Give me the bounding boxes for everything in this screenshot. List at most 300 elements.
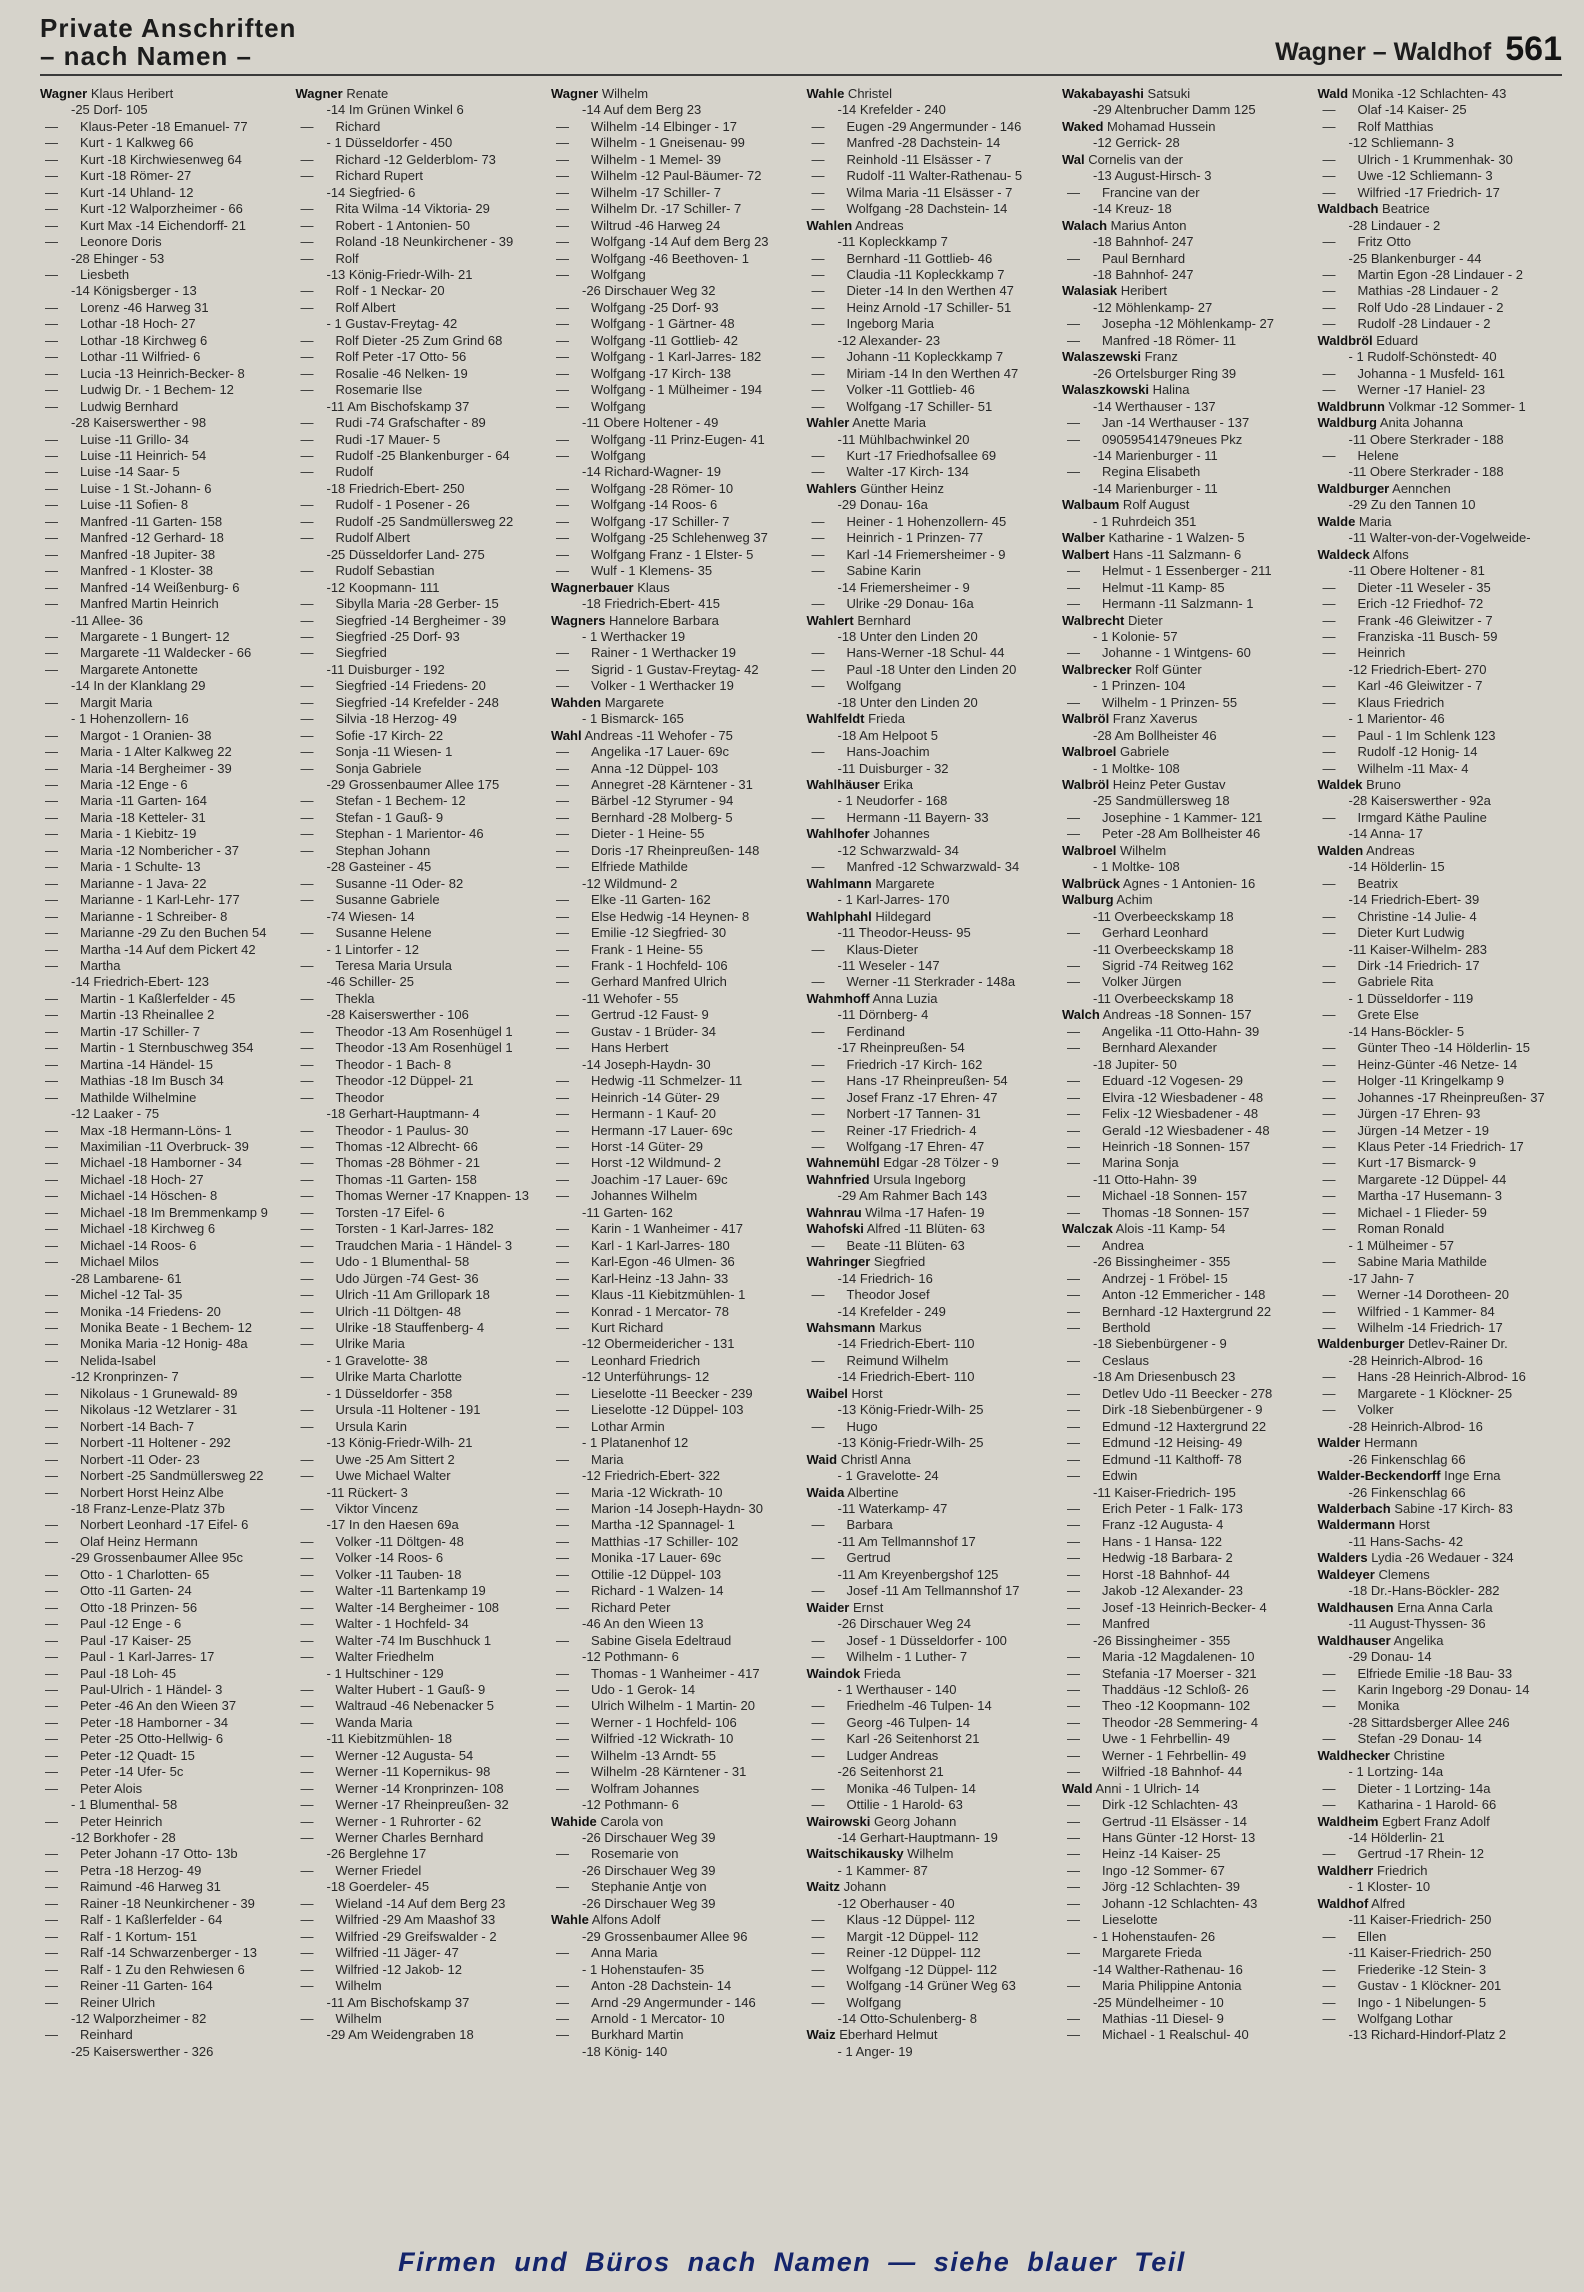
ditto-dash-icon: — [300,1287,314,1303]
ditto-dash-icon: — [45,1813,58,1829]
ditto-dash-icon: — [811,201,825,217]
ditto-dash-icon: — [1067,1237,1080,1253]
ditto-dash-icon: — [300,1073,314,1089]
directory-sub-entry: — Wolfgang [556,266,646,282]
ditto-dash-icon: — [300,628,314,644]
directory-continuation-line: - 1 Düsseldorfer - 119 [1348,990,1474,1006]
directory-sub-entry: — Margit -12 Düppel- 112 [811,1928,979,1944]
ditto-dash-icon: — [811,678,825,694]
ditto-dash-icon: — [1067,1681,1080,1697]
directory-head-entry: Wagner Klaus Heribert [40,86,174,101]
directory-continuation-line: -25 Dorf- 105 [71,102,148,118]
directory-head-entry: Wagnerbauer Klaus [551,579,670,595]
ditto-dash-icon: — [556,1945,569,1961]
directory-sub-entry: — Ulrike -29 Donau- 16a [811,596,974,612]
ditto-dash-icon: — [300,1303,314,1319]
ditto-dash-icon: — [1322,875,1336,891]
ditto-dash-icon: — [1067,1385,1080,1401]
directory-sub-entry: — Werner - 1 Hochfeld- 106 [556,1714,737,1730]
surname: Waldhecker [1317,1747,1390,1763]
ditto-dash-icon: — [811,1073,825,1089]
directory-sub-entry: — Josef -13 Heinrich-Becker- 4 [1067,1599,1267,1615]
ditto-dash-icon: — [1322,1171,1336,1187]
directory-sub-entry: — Ulrich Wilhelm - 1 Martin- 20 [556,1698,755,1714]
ditto-dash-icon: — [1067,1813,1080,1829]
ditto-dash-icon: — [300,201,314,217]
ditto-dash-icon: — [45,1352,58,1368]
ditto-dash-icon: — [556,1040,569,1056]
surname: Waldbrunn [1317,398,1385,414]
directory-continuation-line: - 1 Blumenthal- 58 [71,1797,178,1813]
page-title-line2: – nach Namen – [40,41,252,71]
directory-sub-entry: — Anna Maria [556,1945,658,1961]
directory-sub-entry: — Liesbeth [45,266,130,282]
directory-sub-entry: — Reinhard [45,2027,133,2043]
directory-sub-entry: — Hermann -17 Lauer- 69c [556,1122,733,1138]
directory-continuation-line: -29 Altenbrucher Damm 125 [1093,102,1256,118]
directory-sub-entry: — Stefan -29 Donau- 14 [1322,1731,1482,1747]
ditto-dash-icon: — [1067,1830,1080,1846]
directory-sub-entry: — Beatrix [1322,875,1398,891]
ditto-dash-icon: — [811,563,825,579]
ditto-dash-icon: — [1322,1204,1336,1220]
directory-continuation-line: -13 Richard-Hindorf-Platz 2 [1348,2027,1507,2043]
ditto-dash-icon: — [811,1731,825,1747]
ditto-dash-icon: — [1322,118,1336,134]
directory-head-entry: Wahlert Bernhard [806,612,911,628]
directory-sub-entry: — Manfred [1067,1616,1150,1632]
surname: Wahlers [806,480,857,496]
ditto-dash-icon: — [45,1171,58,1187]
ditto-dash-icon: — [556,826,569,842]
ditto-dash-icon: — [45,1912,58,1928]
ditto-dash-icon: — [1322,299,1336,315]
ditto-dash-icon: — [45,694,58,710]
ditto-dash-icon: — [556,1023,569,1039]
ditto-dash-icon: — [1322,596,1336,612]
ditto-dash-icon: — [45,447,58,463]
directory-head-entry: Wahringer Siegfried [806,1254,926,1270]
ditto-dash-icon: — [1067,1879,1080,1895]
ditto-dash-icon: — [45,1879,58,1895]
ditto-dash-icon: — [45,1155,58,1171]
ditto-dash-icon: — [300,1254,314,1270]
ditto-dash-icon: — [300,1780,314,1796]
ditto-dash-icon: — [1067,1846,1080,1862]
ditto-dash-icon: — [811,1287,825,1303]
directory-continuation-line: - 1 Lintorfer - 12 [326,941,419,957]
directory-sub-entry: — Michael -14 Höschen- 8 [45,1188,218,1204]
ditto-dash-icon: — [556,530,569,546]
ditto-dash-icon: — [45,1616,58,1632]
ditto-dash-icon: — [1067,1303,1080,1319]
directory-sub-entry: — Angelika -17 Lauer- 69c [556,744,730,760]
directory-sub-entry: — Maria -12 Enge - 6 [45,777,188,793]
header-right [1275,30,1562,69]
ditto-dash-icon: — [556,151,569,167]
directory-sub-entry: — Peter Heinrich [45,1813,163,1829]
directory-sub-entry: — Gerhard Leonhard [1067,925,1209,941]
directory-sub-entry: — Rudolf -11 Walter-Rathenau- 5 [811,168,1023,184]
ditto-dash-icon: — [811,1632,825,1648]
directory-sub-entry: — Michael Milos [45,1254,159,1270]
directory-continuation-line: - 1 Gravelotte- 38 [326,1352,428,1368]
directory-continuation-line: -14 Friedrich-Ebert- 110 [837,1336,975,1352]
ditto-dash-icon: — [556,447,569,463]
directory-sub-entry: — Reiner -11 Garten- 164 [45,1978,213,1994]
ditto-dash-icon: — [45,990,58,1006]
surname: Wahnrau [806,1204,862,1220]
directory-continuation-line: -18 Bahnhof- 247 [1093,266,1194,282]
directory-head-entry: Walach Marius Anton [1062,217,1187,233]
directory-sub-entry: — Ulrich -11 Am Grillopark 18 [300,1287,490,1303]
directory-sub-entry: — Richard -12 Gelderblom- 73 [300,151,496,167]
directory-sub-entry: — Wolfgang -11 Gottlieb- 42 [556,332,738,348]
ditto-dash-icon: — [300,1747,314,1763]
ditto-dash-icon: — [300,1961,314,1977]
directory-column-4 [807,86,1052,2060]
directory-sub-entry: — Horst -14 Güter- 29 [556,1139,703,1154]
directory-continuation-line: -14 Siegfried- 6 [326,184,416,200]
ditto-dash-icon: — [1322,382,1336,398]
ditto-dash-icon: — [45,1468,58,1484]
page-title [40,14,296,70]
ditto-dash-icon: — [1067,1747,1080,1763]
directory-continuation-line: -26 Ortelsburger Ring 39 [1093,365,1237,381]
ditto-dash-icon: — [45,480,58,496]
directory-continuation-line: - 1 Lortzing- 14a [1348,1764,1444,1780]
directory-sub-entry: — Franziska -11 Busch- 59 [1322,628,1498,644]
directory-head-entry: Wald Monika -12 Schlachten- 43 [1317,86,1507,101]
directory-continuation-line: -11 Theodor-Heuss- 95 [837,925,971,941]
directory-sub-entry: — Torsten -17 Eifel- 6 [300,1204,445,1220]
directory-sub-entry: — Hugo [811,1418,878,1434]
ditto-dash-icon: — [556,744,569,760]
directory-continuation-line: -12 Alexander- 23 [837,332,941,348]
surname: Wahsmann [806,1319,876,1335]
directory-continuation-line: -12 Unterführungs- 12 [582,1369,710,1385]
ditto-dash-icon: — [300,1978,314,1994]
ditto-dash-icon: — [1067,1978,1080,1994]
directory-sub-entry: — Günter Theo -14 Hölderlin- 15 [1322,1040,1530,1056]
directory-sub-entry: — Manfred -11 Garten- 158 [45,513,223,529]
ditto-dash-icon: — [556,513,569,529]
ditto-dash-icon: — [45,513,58,529]
directory-sub-entry: — Jan -14 Werthauser - 137 [1067,415,1250,431]
ditto-dash-icon: — [45,727,58,743]
directory-sub-entry: — Jürgen -14 Metzer - 19 [1322,1122,1490,1138]
directory-continuation-line: -28 Kaiserswerther - 106 [326,1007,469,1023]
ditto-dash-icon: — [45,760,58,776]
directory-sub-entry: — Rainer -18 Neunkirchener - 39 [45,1895,255,1911]
directory-sub-entry: — Siegfried -14 Bergheimer - 39 [300,612,507,628]
ditto-dash-icon: — [556,1632,569,1648]
directory-continuation-line: -28 Lindauer - 2 [1348,217,1441,233]
ditto-dash-icon: — [45,316,58,332]
directory-sub-entry: — Martha -17 Husemann- 3 [1322,1188,1503,1204]
ditto-dash-icon: — [811,546,825,562]
directory-sub-entry: — Lothar -18 Kirchweg 6 [45,332,208,348]
directory-sub-entry: — Rudi -17 Mauer- 5 [300,431,441,447]
directory-sub-entry: — Stephan Johann [300,842,431,858]
directory-head-entry: Wahlfeldt Frieda [806,711,905,727]
ditto-dash-icon: — [556,299,569,315]
directory-sub-entry: — Wilhelm -14 Elbinger - 17 [556,118,737,134]
directory-sub-entry: — Max -18 Hermann-Löns- 1 [45,1122,232,1138]
surname: Wagner [295,86,343,101]
ditto-dash-icon: — [300,1237,314,1253]
directory-sub-entry: — Annegret -28 Kärntener - 31 [556,777,753,793]
directory-head-entry: Waider Ernst [806,1599,884,1615]
directory-sub-entry: — Wolfgang [556,447,646,463]
directory-continuation-line: -11 Am Bischofskamp 37 [326,398,470,414]
ditto-dash-icon: — [1067,1023,1080,1039]
ditto-dash-icon: — [1067,1945,1080,1961]
surname: Waldhauser [1317,1632,1391,1648]
directory-continuation-line: - 1 Hultschiner - 129 [326,1665,444,1681]
directory-continuation-line: -11 Garten- 162 [582,1204,673,1220]
directory-sub-entry: — Reimund Wilhelm [811,1352,949,1368]
surname: Wagner [40,86,88,101]
surname: Waitschikausky [806,1846,904,1862]
ditto-dash-icon: — [45,1583,58,1599]
directory-sub-entry: — Otto - 1 Charlotten- 65 [45,1566,210,1582]
ditto-dash-icon: — [1322,645,1336,661]
surname: Walch [1062,1007,1100,1023]
surname: Wahl [551,727,582,743]
directory-column-2 [296,86,541,2060]
ditto-dash-icon: — [1322,1797,1336,1813]
directory-continuation-line: -12 Schliemann- 3 [1348,135,1454,151]
ditto-dash-icon: — [300,563,314,579]
ditto-dash-icon: — [1067,1270,1080,1286]
ditto-dash-icon: — [1322,1369,1336,1385]
directory-sub-entry: — Monika -14 Friedens- 20 [45,1303,221,1319]
directory-head-entry: Waiz Eberhard Helmut [806,2027,938,2043]
directory-sub-entry: — Josef Franz -17 Ehren- 47 [811,1089,998,1105]
directory-sub-entry: — Kurt -18 Kirchwiesenweg 64 [45,151,242,167]
ditto-dash-icon: — [45,1517,58,1533]
directory-sub-entry: — Frank -46 Gleiwitzer - 7 [1322,612,1493,628]
directory-continuation-line: -28 Am Bollheister 46 [1093,727,1217,743]
ditto-dash-icon: — [1322,1961,1336,1977]
ditto-dash-icon: — [1322,744,1336,760]
directory-sub-entry: — Maria -14 Bergheimer - 39 [45,760,232,776]
ditto-dash-icon: — [45,1747,58,1763]
ditto-dash-icon: — [45,941,58,957]
directory-continuation-line: -12 Pothmann- 6 [582,1797,679,1813]
directory-sub-entry: — Uwe - 1 Fehrbellin- 49 [1067,1731,1230,1747]
ditto-dash-icon: — [556,1352,569,1368]
ditto-dash-icon: — [556,793,569,809]
directory-sub-entry: — Wilhelm -28 Kärntener - 31 [556,1764,747,1780]
ditto-dash-icon: — [45,1599,58,1615]
directory-sub-entry: — Wilhelm -17 Schiller- 7 [556,184,722,200]
directory-sub-entry: — Stefan - 1 Gauß- 9 [300,809,444,825]
ditto-dash-icon: — [1322,234,1336,250]
directory-head-entry: Waldbach Beatrice [1317,201,1430,217]
directory-continuation-line: -18 Am Helpoot 5 [837,727,938,743]
directory-head-entry: Wahlers Günther Heinz [806,480,945,496]
directory-continuation-line: -11 Duisburger - 192 [326,661,445,677]
ditto-dash-icon: — [556,1155,569,1171]
directory-sub-entry: — Ulrike -18 Stauffenberg- 4 [300,1319,485,1335]
directory-sub-entry: — Norbert Leonhard -17 Eifel- 6 [45,1517,249,1533]
directory-sub-entry: — Ingo - 1 Nibelungen- 5 [1322,1994,1487,2010]
directory-sub-entry: — Klaus-Peter -18 Emanuel- 77 [45,118,248,134]
ditto-dash-icon: — [556,760,569,776]
ditto-dash-icon: — [45,1418,58,1434]
ditto-dash-icon: — [300,744,314,760]
ditto-dash-icon: — [556,925,569,941]
directory-sub-entry: — Kurt - 1 Kalkweg 66 [45,135,194,151]
ditto-dash-icon: — [1322,958,1336,974]
directory-sub-entry: — Lieselotte [1067,1912,1158,1928]
surname: Wahlphahl [806,908,872,924]
directory-continuation-line: - 1 Gustav-Freytag- 42 [326,316,458,332]
directory-continuation-line: - 1 Hohenzollern- 16 [71,711,189,727]
ditto-dash-icon: — [811,184,825,200]
ditto-dash-icon: — [1067,1533,1080,1549]
directory-sub-entry: — Manfred -18 Römer- 11 [1067,332,1237,348]
directory-sub-entry: — Kurt Max -14 Eichendorff- 21 [45,217,246,233]
ditto-dash-icon: — [811,596,825,612]
directory-continuation-line: -11 Duisburger - 32 [837,760,949,776]
ditto-dash-icon: — [556,1073,569,1089]
ditto-dash-icon: — [811,316,825,332]
directory-sub-entry: — Rudi -74 Grafschafter - 89 [300,415,486,431]
ditto-dash-icon: — [1067,1616,1080,1632]
directory-sub-entry: — Marion -14 Joseph-Haydn- 30 [556,1500,763,1516]
directory-sub-entry: — Arnd -29 Angermunder - 146 [556,1994,756,2010]
directory-continuation-line: -18 Goerdeler- 45 [326,1879,430,1895]
ditto-dash-icon: — [300,1566,314,1582]
ditto-dash-icon: — [811,1237,825,1253]
directory-continuation-line: -25 Blankenburger - 44 [1348,250,1482,266]
directory-sub-entry: — Siegfried -14 Krefelder - 248 [300,694,499,710]
directory-sub-entry: — Monika -46 Tulpen- 14 [811,1780,976,1796]
directory-column-1 [40,86,285,2060]
ditto-dash-icon: — [45,1566,58,1582]
directory-continuation-line: -28 Lambarene- 61 [71,1270,182,1286]
directory-sub-entry: — Paul -12 Enge - 6 [45,1616,182,1632]
directory-sub-entry: — Rolf Dieter -25 Zum Grind 68 [300,332,503,348]
ditto-dash-icon: — [556,645,569,661]
ditto-dash-icon: — [300,645,314,661]
directory-sub-entry: — Ralf - 1 Kaßlerfelder - 64 [45,1912,223,1928]
directory-sub-entry: — Franz -12 Augusta- 4 [1067,1517,1224,1533]
directory-sub-entry: — Wieland -14 Auf dem Berg 23 [300,1895,506,1911]
directory-head-entry: Walch Andreas -18 Sonnen- 157 [1062,1007,1252,1023]
directory-continuation-line: -11 Waterkamp- 47 [837,1500,948,1516]
directory-head-entry: Waldhauser Angelika [1317,1632,1444,1648]
directory-sub-entry: — Hans-Joachim [811,744,930,760]
directory-sub-entry: — Norbert -11 Oder- 23 [45,1451,200,1467]
ditto-dash-icon: — [300,596,314,612]
ditto-dash-icon: — [45,1846,58,1862]
ditto-dash-icon: — [556,1517,569,1533]
directory-sub-entry: — Rainer - 1 Werthacker 19 [556,645,736,661]
directory-sub-entry: — Manfred -28 Dachstein- 14 [811,135,1001,151]
ditto-dash-icon: — [1322,1731,1336,1747]
ditto-dash-icon: — [45,1484,58,1500]
ditto-dash-icon: — [45,1994,58,2010]
directory-sub-entry: — Beate -11 Blüten- 63 [811,1237,965,1253]
ditto-dash-icon: — [1322,1385,1336,1401]
ditto-dash-icon: — [556,1500,569,1516]
directory-sub-entry: — Gabriele Rita [1322,974,1434,990]
directory-sub-entry: — Heinz Arnold -17 Schiller- 51 [811,299,1012,315]
ditto-dash-icon: — [45,1961,58,1977]
ditto-dash-icon: — [1067,958,1080,974]
surname: Wahlmann [806,875,872,891]
ditto-dash-icon: — [300,1155,314,1171]
directory-sub-entry: — Werner Friedel [300,1862,422,1878]
directory-head-entry: Waldburg Anita Johanna [1317,415,1463,431]
directory-sub-entry: — Roman Ronald [1322,1221,1445,1237]
ditto-dash-icon: — [556,1846,569,1862]
directory-sub-entry: — Uwe -12 Schliemann- 3 [1322,168,1493,184]
ditto-dash-icon: — [300,118,314,134]
directory-head-entry: Waitz Johann [806,1879,887,1895]
directory-head-entry: Walbroel Wilhelm [1062,842,1167,858]
directory-sub-entry: — Dirk -14 Friedrich- 17 [1322,958,1480,974]
ditto-dash-icon: — [1067,694,1080,710]
ditto-dash-icon: — [45,1040,58,1056]
directory-sub-entry: — Paul -17 Kaiser- 25 [45,1632,192,1648]
ditto-dash-icon: — [1067,1089,1080,1105]
ditto-dash-icon: — [1322,1928,1336,1944]
ditto-dash-icon: — [300,1813,314,1829]
directory-continuation-line: - 1 Hohenstaufen- 26 [1093,1928,1216,1944]
surname: Wahide [551,1813,597,1829]
directory-head-entry: Walaszewski Franz [1062,349,1178,365]
ditto-dash-icon: — [811,530,825,546]
ditto-dash-icon: — [1322,1139,1336,1154]
directory-sub-entry: — Thomas -28 Böhmer - 21 [300,1155,481,1171]
directory-sub-entry: — Wilfried -12 Wickrath- 10 [556,1731,734,1747]
ditto-dash-icon: — [1322,974,1336,990]
ditto-dash-icon: — [556,1007,569,1023]
directory-head-entry: Wahlmann Margarete [806,875,935,891]
ditto-dash-icon: — [300,875,314,891]
directory-sub-entry: — Waltraud -46 Nebenacker 5 [300,1698,494,1714]
ditto-dash-icon: — [556,974,569,990]
directory-continuation-line: -11 Weseler - 147 [837,958,940,974]
directory-continuation-line: -14 Hans-Böckler- 5 [1348,1023,1465,1039]
ditto-dash-icon: — [1322,1122,1336,1138]
ditto-dash-icon: — [45,859,58,875]
directory-sub-entry: — Rudolf -25 Sandmüllersweg 22 [300,513,514,529]
ditto-dash-icon: — [1322,1665,1336,1681]
ditto-dash-icon: — [300,678,314,694]
directory-sub-entry: — Michael - 1 Flieder- 59 [1322,1204,1487,1220]
ditto-dash-icon: — [1322,925,1336,941]
directory-sub-entry: — Rita Wilma -14 Viktoria- 29 [300,201,490,217]
directory-sub-entry: — Karl - 1 Karl-Jarres- 180 [556,1237,730,1253]
ditto-dash-icon: — [300,513,314,529]
ditto-dash-icon: — [1067,1797,1080,1813]
ditto-dash-icon: — [1322,1188,1336,1204]
directory-head-entry: Waid Christl Anna [806,1451,911,1467]
directory-sub-entry: — Irmgard Käthe Pauline [1322,809,1487,825]
directory-sub-entry: — Joachim -17 Lauer- 69c [556,1171,728,1187]
directory-head-entry: Wahden Margarete [551,694,664,710]
ditto-dash-icon: — [1322,579,1336,595]
surname: Wagnerbauer [551,579,634,595]
ditto-dash-icon: — [1067,1599,1080,1615]
ditto-dash-icon: — [556,365,569,381]
